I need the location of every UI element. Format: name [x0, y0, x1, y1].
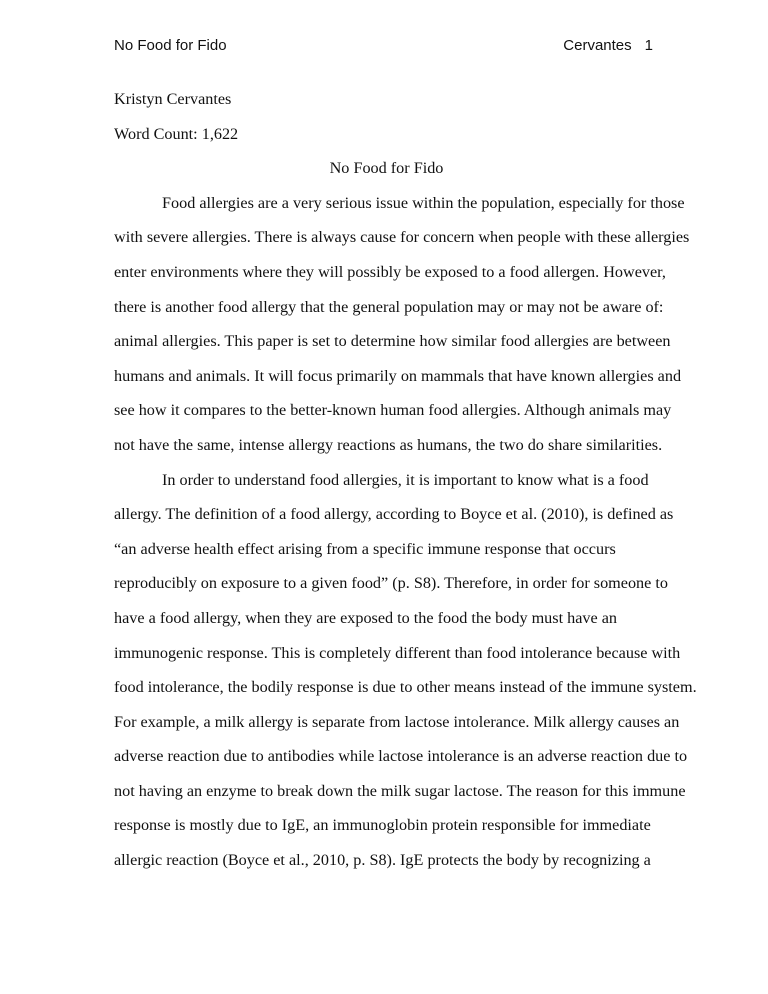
text-line: allergic reaction (Boyce et al., 2010, p. S8). IgE protects the body by recognizing a [114, 851, 651, 870]
text-line: “an adverse health effect arising from a specific immune response that occurs [114, 539, 616, 558]
text-line: animal allergies. This paper is set to determine how similar food allergies are between [114, 332, 671, 351]
document-body [114, 82, 697, 878]
text-line: immunogenic response. This is completely different than food intolerance because with [114, 643, 681, 662]
running-head-author: Cervantes [563, 37, 632, 54]
running-head-title: No Food for Fido [114, 37, 227, 54]
text-line: see how it compares to the better-known human food allergies. Although animals may [114, 401, 672, 420]
paragraph-2 [114, 463, 697, 878]
page-number: 1 [644, 37, 653, 54]
author-name: Kristyn Cervantes [114, 90, 232, 108]
text-line: humans and animals. It will focus primarily on mammals that have known allergies and [114, 366, 682, 385]
text-line: For example, a milk allergy is separate from lactose intolerance. Milk allergy causes an [114, 712, 680, 731]
text-line: In order to understand food allergies, it is important to know what is a food [162, 470, 649, 489]
paragraph-1 [114, 186, 690, 463]
text-line: not having an enzyme to break down the milk sugar lactose. The reason for this immune [114, 781, 686, 800]
text-line: not have the same, intense allergy reactions as humans, the two do share similarities. [114, 435, 663, 454]
text-line: adverse reaction due to antibodies while lactose intolerance is an adverse reaction due to [114, 747, 688, 766]
text-line: food intolerance, the bodily response is due to other means instead of the immune system. [114, 678, 697, 697]
running-head-author-page [563, 37, 653, 54]
paper-title: No Food for Fido [329, 159, 444, 178]
text-line: have a food allergy, when they are exposed to the food the body must have an [114, 608, 618, 627]
word-count: Word Count: 1,622 [114, 124, 239, 143]
text-line: allergy. The definition of a food allergy, according to Boyce et al. (2010), is defined as [114, 505, 674, 524]
text-line: Food allergies are a very serious issue within the population, especially for those [162, 193, 685, 212]
text-line: there is another food allergy that the general population may or may not be aware of: [114, 297, 664, 316]
text-line: reproducibly on exposure to a given food” (p. S8). Therefore, in order for someone to [114, 574, 668, 593]
text-line: with severe allergies. There is always cause for concern when people with these allergies [114, 228, 690, 247]
text-line: response is mostly due to IgE, an immunoglobin protein responsible for immediate [114, 816, 651, 835]
text-line: enter environments where they will possibly be exposed to a food allergen. However, [114, 262, 666, 281]
